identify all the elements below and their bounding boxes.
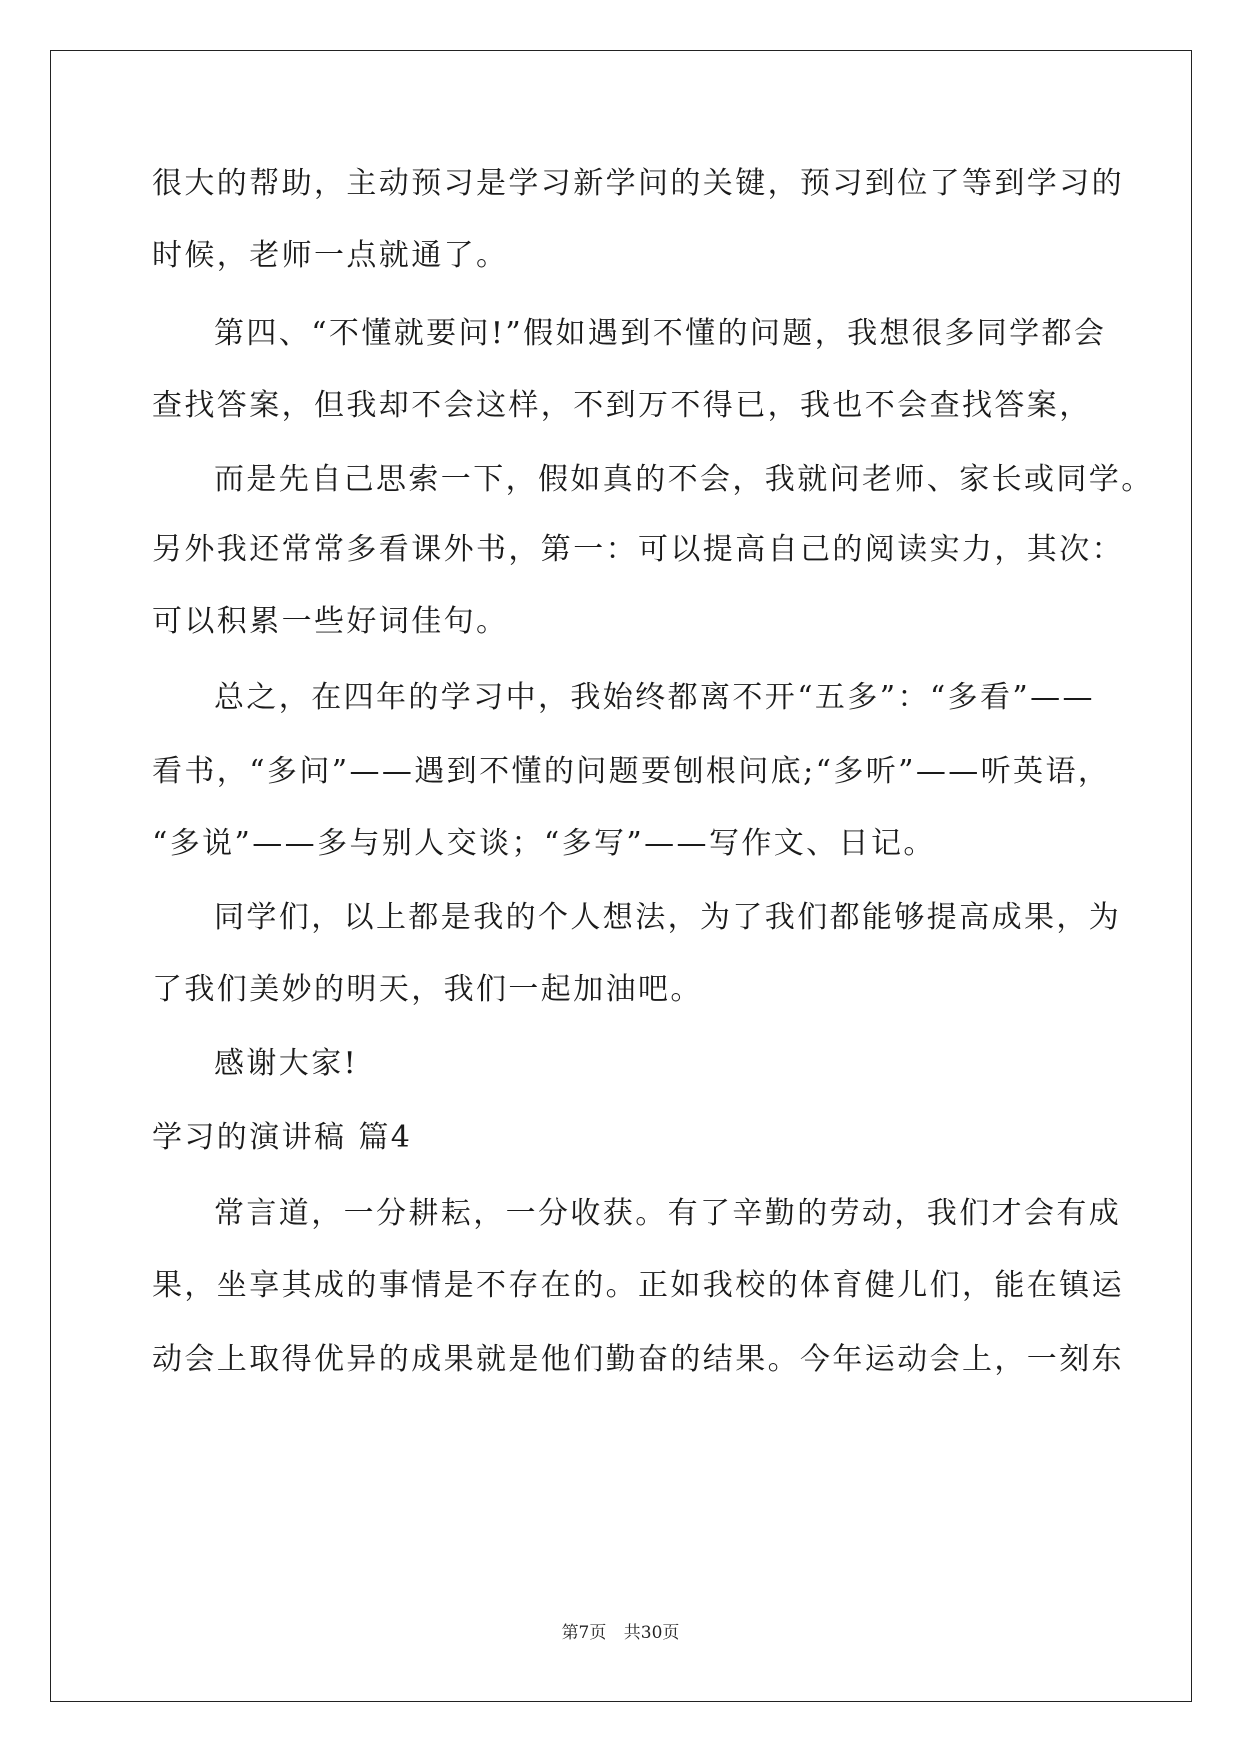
paragraph-line: 总之，在四年的学习中，我始终都离不开“五多”：“多看”——: [214, 680, 1095, 715]
section-heading: 学习的演讲稿 篇4: [152, 1120, 413, 1155]
paragraph-line: 了我们美妙的明天，我们一起加油吧。: [152, 972, 703, 1007]
paragraph-line: 同学们，以上都是我的个人想法，为了我们都能够提高成果，为: [214, 900, 1122, 935]
paragraph-line: 果，坐享其成的事情是不存在的。正如我校的体育健儿们，能在镇运: [152, 1268, 1124, 1303]
paragraph-line: 查找答案，但我却不会这样，不到万不得已，我也不会查找答案，: [152, 388, 1092, 423]
page-footer: [0, 1618, 1241, 1643]
paragraph-line: 时候，老师一点就通了。: [152, 238, 509, 273]
paragraph-line: 可以积累一些好词佳句。: [152, 604, 509, 639]
page-total: 共30页: [623, 1623, 680, 1643]
paragraph-line: 另外我还常常多看课外书，第一：可以提高自己的阅读实力，其次：: [152, 532, 1124, 567]
paragraph-line: 第四、“不懂就要问!”假如遇到不懂的问题，我想很多同学都会: [214, 316, 1107, 351]
paragraph-line: 看书，“多问”——遇到不懂的问题要刨根问底;“多听”——听英语，: [152, 754, 1111, 789]
paragraph-line: 感谢大家!: [214, 1046, 359, 1081]
page-number: 第7页: [561, 1623, 607, 1643]
paragraph-line: “多说”——多与别人交谈；“多写”——写作文、日记。: [152, 826, 936, 861]
paragraph-line: 常言道，一分耕耘，一分收获。有了辛勤的劳动，我们才会有成: [214, 1196, 1122, 1231]
paragraph-line: 动会上取得优异的成果就是他们勤奋的结果。今年运动会上，一刻东: [152, 1342, 1124, 1377]
paragraph-line: 很大的帮助，主动预习是学习新学问的关键，预习到位了等到学习的: [152, 166, 1124, 201]
paragraph-line: 而是先自己思索一下，假如真的不会，我就问老师、家长或同学。: [214, 462, 1154, 497]
page-border: [50, 50, 1192, 1702]
